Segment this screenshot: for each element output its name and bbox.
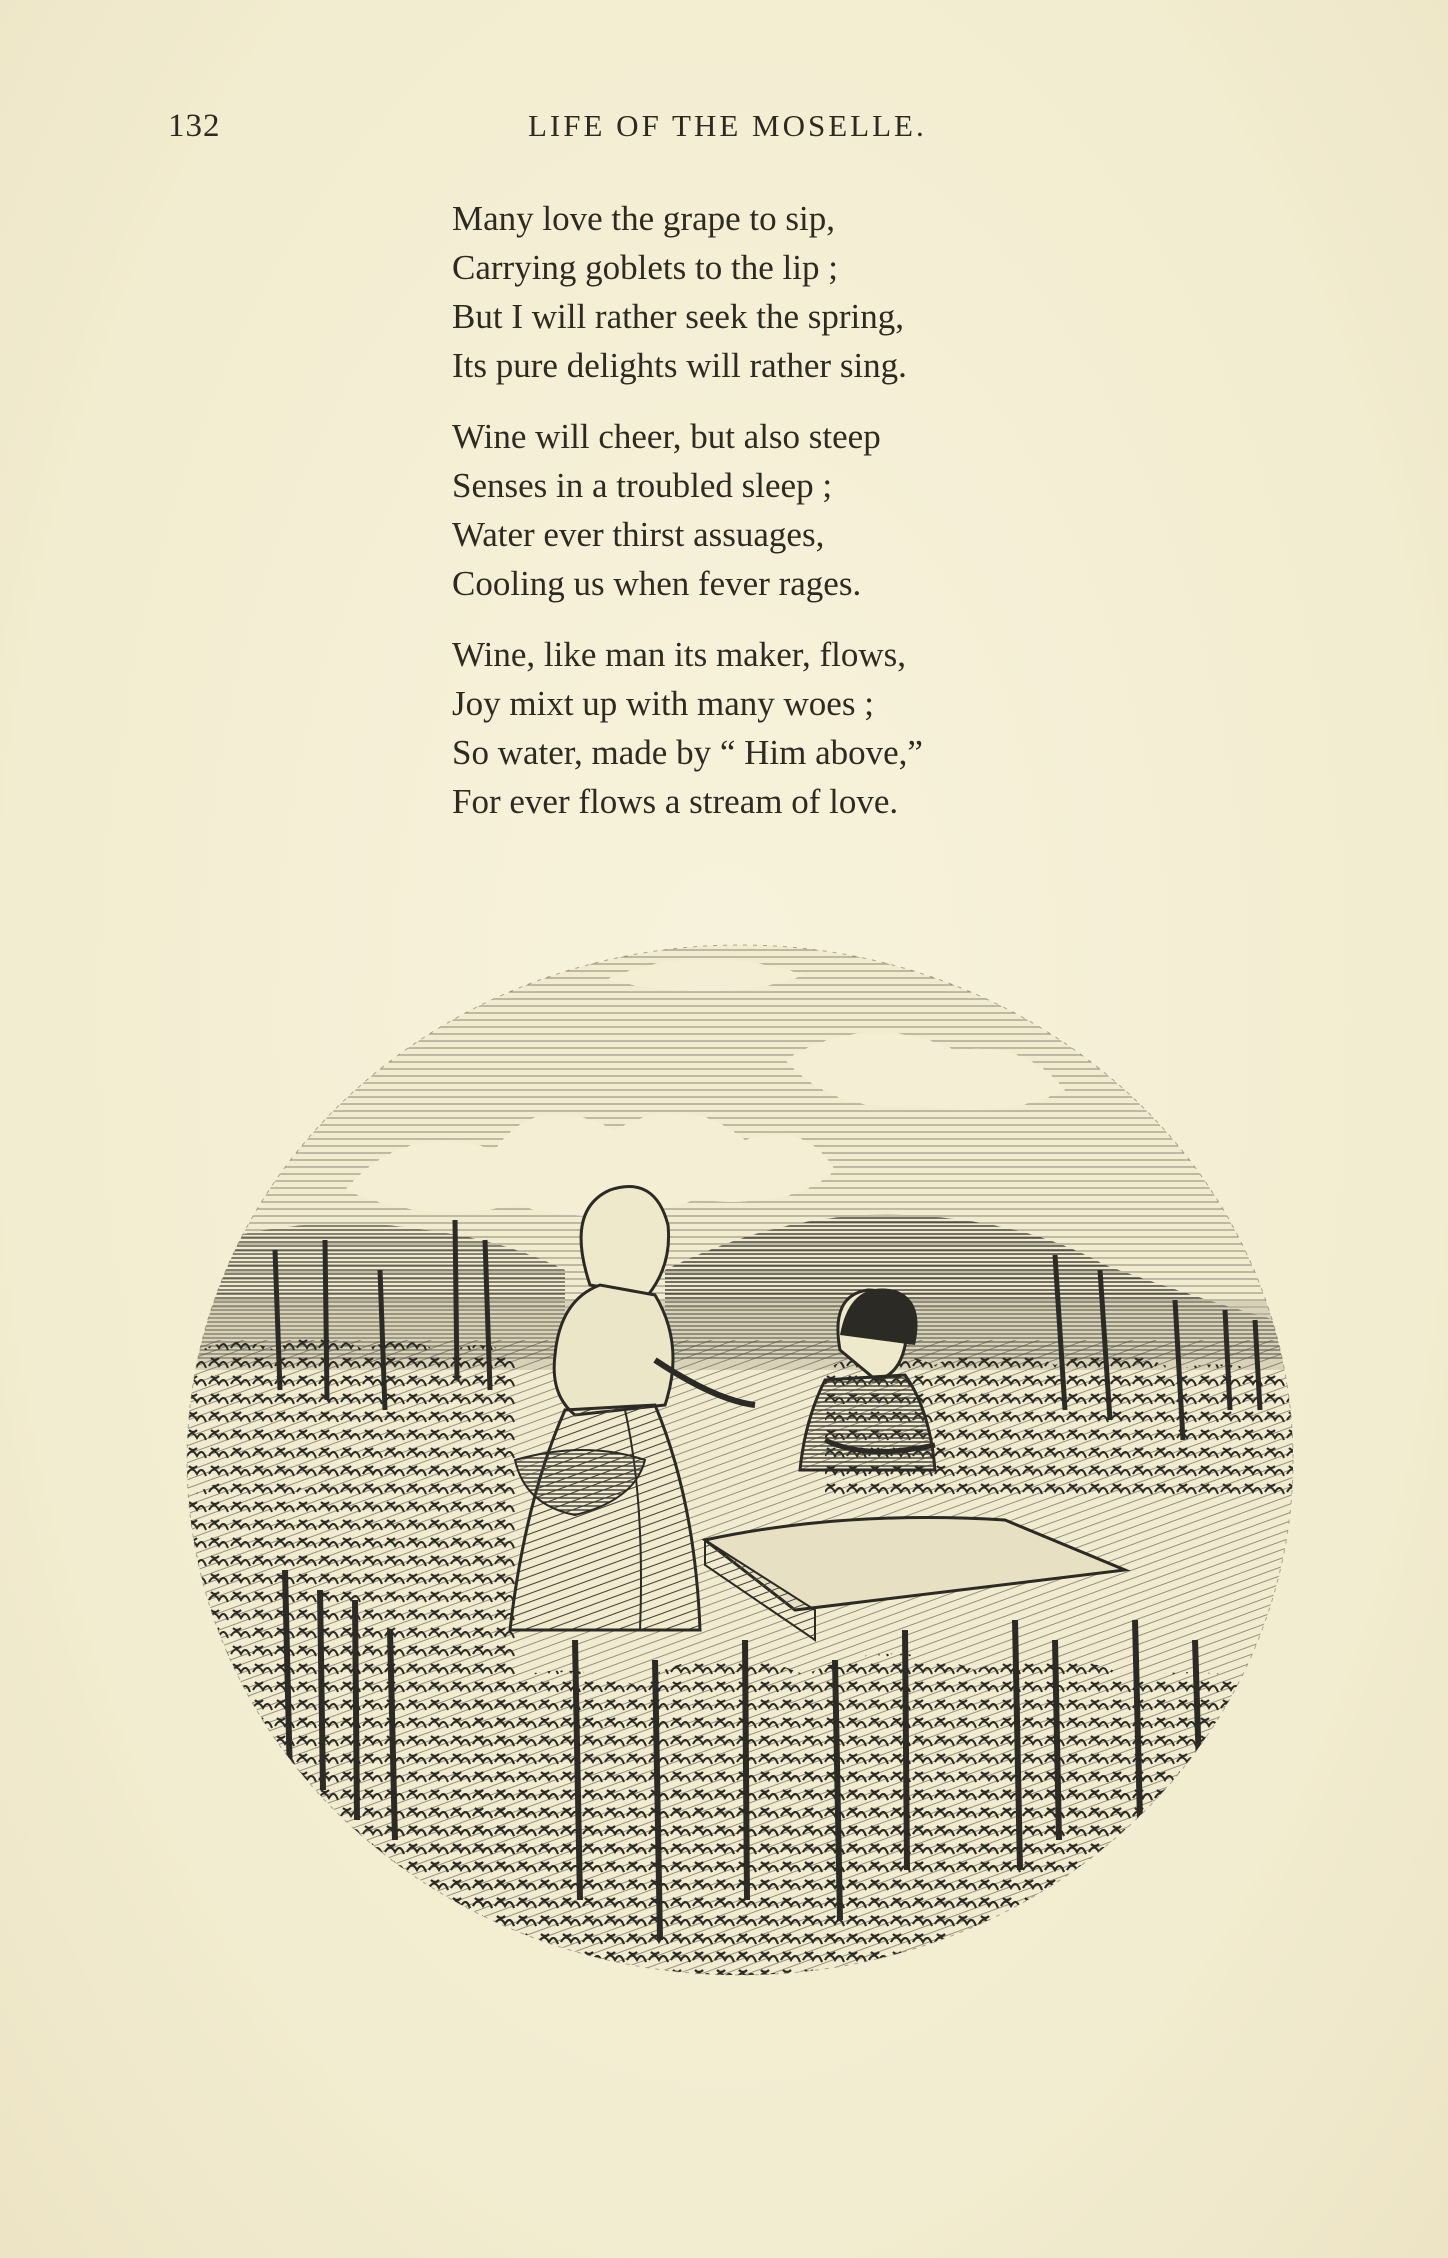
verse-line: For ever flows a stream of love.: [452, 782, 899, 821]
stanza-3: [452, 630, 1072, 826]
vineyard-engraving: [185, 940, 1295, 2040]
verse-line: Carrying goblets to the lip ;: [452, 248, 838, 287]
verse-line: Many love the grape to sip,: [452, 199, 835, 238]
verse-line: Its pure delights will rather sing.: [452, 346, 907, 385]
stanza-2: [452, 412, 1072, 608]
verse-line: Wine will cheer, but also steep: [452, 417, 881, 456]
engraving-roundel: [185, 940, 1295, 2040]
running-head: [0, 108, 1448, 148]
verse-line: Cooling us when fever rages.: [452, 564, 862, 603]
verse-line: Senses in a troubled sleep ;: [452, 466, 833, 505]
page-number: 132: [168, 108, 221, 144]
engraving-svg: [185, 940, 1295, 2040]
verse-line: Joy mixt up with many woes ;: [452, 684, 874, 723]
verse-line: Water ever thirst assuages,: [452, 515, 825, 554]
stanza-1: [452, 194, 1072, 390]
poem: [452, 194, 1072, 848]
running-title: LIFE OF THE MOSELLE.: [528, 108, 927, 143]
verse-line: Wine, like man its maker, flows,: [452, 635, 907, 674]
verse-line: But I will rather seek the spring,: [452, 297, 904, 336]
verse-line: So water, made by “ Him above,”: [452, 733, 923, 772]
